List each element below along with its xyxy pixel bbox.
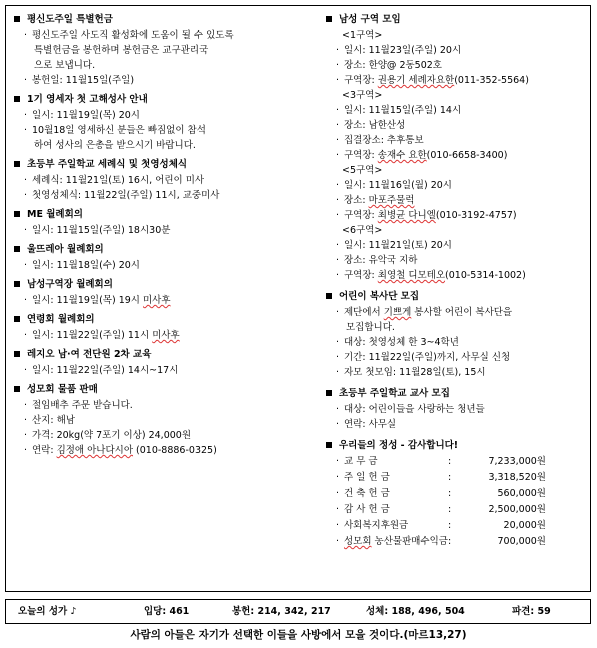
bullet-dot-icon: · xyxy=(24,330,28,341)
info-line: 하여 성사의 은총을 받으시기 바랍니다. xyxy=(34,140,196,151)
bullet-dot-icon: · xyxy=(336,367,340,378)
bullet-dot-icon: · xyxy=(336,210,340,221)
section-title: 어린이 복사단 모집 xyxy=(324,289,586,305)
left-column xyxy=(12,12,302,462)
highlighted-name: 송재수 요한 xyxy=(377,150,427,161)
bullet-dot-icon: · xyxy=(24,445,28,456)
section-title: 성모회 물품 판매 xyxy=(12,382,302,398)
info-line: · 대상: 첫영성체 한 3~4학년 xyxy=(336,337,459,348)
bullet-dot-icon: · xyxy=(336,60,340,71)
section-r1 xyxy=(324,12,586,283)
square-bullet-icon xyxy=(14,16,20,22)
info-line: · 일시: 11월19일(목) 19시 미사후 xyxy=(24,295,171,306)
square-bullet-icon xyxy=(14,96,20,102)
info-line: 특별헌금을 봉헌하며 봉헌금은 교구관리국 xyxy=(34,45,209,56)
info-line: · 일시: 11월18일(수) 20시 xyxy=(24,260,140,271)
bullet-dot-icon: · xyxy=(336,255,340,266)
bullet-dot-icon: · xyxy=(336,419,340,430)
info-line: · 집결장소: 추후통보 xyxy=(336,135,424,146)
info-line: · 구역장: 최영철 디모테오(010-5314-1002) xyxy=(336,270,526,281)
section-title: 초등부 주일학교 교사 모집 xyxy=(324,386,586,402)
section-s9 xyxy=(12,382,302,458)
info-line: 으로 보냅니다. xyxy=(34,60,96,71)
section-r2 xyxy=(324,289,586,380)
bullet-dot-icon: · xyxy=(24,30,28,41)
offering-row: · 감 사 헌 금 : 2,500,000원 xyxy=(336,504,546,515)
info-line: · 일시: 11월16일(월) 20시 xyxy=(336,180,452,191)
section-s3 xyxy=(12,157,302,203)
info-line: · 구역장: 송재수 요한(010-6658-3400) xyxy=(336,150,508,161)
highlighted-name: 최영철 디모테오 xyxy=(377,270,446,281)
square-bullet-icon xyxy=(14,351,20,357)
highlighted-name: 성모회 xyxy=(344,536,372,547)
offering-title: 우리들의 정성 - 감사합니다! xyxy=(339,440,459,451)
bullet-dot-icon: · xyxy=(24,190,28,201)
section-title: 울뜨레아 월례회의 xyxy=(12,242,302,258)
offering-row: · 사회복지후원금 : 20,000원 xyxy=(336,520,546,531)
info-line: · 산지: 해남 xyxy=(24,415,75,426)
highlighted-name: 권용기 세례자요한 xyxy=(377,75,455,86)
section-s6 xyxy=(12,277,302,308)
section-title: 1기 영세자 첫 고해성사 안내 xyxy=(12,92,302,108)
section-s7 xyxy=(12,312,302,343)
info-line: · 구역장: 권용기 세례자요한(011-352-5564) xyxy=(336,75,529,86)
bullet-dot-icon: · xyxy=(336,150,340,161)
bullet-dot-icon: · xyxy=(336,352,340,363)
info-line: 모집합니다. xyxy=(346,322,395,333)
info-line: · 일시: 11월22일(주일) 14시~17시 xyxy=(24,365,179,376)
bullet-dot-icon: · xyxy=(336,120,340,131)
info-line: · 구역장: 최병균 다니엘(010-3192-4757) xyxy=(336,210,517,221)
info-line: · 기간: 11월22일(주일)까지, 사무실 신청 xyxy=(336,352,511,363)
highlighted-name: 미사후 xyxy=(152,330,180,341)
info-line: · 일시: 11월21일(토) 20시 xyxy=(336,240,452,251)
info-line: · 가격: 20kg(약 7포기 이상) 24,000원 xyxy=(24,430,192,441)
bullet-dot-icon: · xyxy=(24,125,28,136)
hymn-label: 오늘의 성가 ♪ xyxy=(18,606,77,617)
section-title xyxy=(324,438,586,454)
info-line: · 봉헌일: 11월15일(주일) xyxy=(24,75,135,86)
info-line: · 일시: 11월23일(주일) 20시 xyxy=(336,45,462,56)
bullet-dot-icon: · xyxy=(24,260,28,271)
section-title: 남성 구역 모임 xyxy=(324,12,586,28)
section-s4 xyxy=(12,207,302,238)
square-bullet-icon xyxy=(326,442,332,448)
bullet-dot-icon: · xyxy=(336,404,340,415)
bullet-dot-icon: · xyxy=(24,430,28,441)
hymn-recessional: 파견: 59 xyxy=(512,606,551,617)
section-s5 xyxy=(12,242,302,273)
bullet-dot-icon: · xyxy=(24,110,28,121)
info-line: · 자모 첫모임: 11월28일(토), 15시 xyxy=(336,367,486,378)
bullet-dot-icon: · xyxy=(24,415,28,426)
hymn-offertory: 봉헌: 214, 342, 217 xyxy=(232,606,331,617)
info-line: · 장소: 남한산성 xyxy=(336,120,406,131)
info-line: · 일시: 11월22일(주일) 11시 미사후 xyxy=(24,330,180,341)
bullet-dot-icon: · xyxy=(24,225,28,236)
info-line: · 일시: 11월19일(목) 20시 xyxy=(24,110,140,121)
hymn-entry: 입당: 461 xyxy=(144,606,190,617)
bullet-dot-icon: · xyxy=(336,180,340,191)
subgroup-heading: <3구역> xyxy=(342,90,383,101)
info-line: · 제단에서 기쁘게 봉사할 어린이 복사단을 xyxy=(336,307,513,318)
right-column xyxy=(324,12,586,556)
subgroup-heading: <1구역> xyxy=(342,30,383,41)
bullet-dot-icon: · xyxy=(336,75,340,86)
info-line: · 일시: 11월15일(주일) 14시 xyxy=(336,105,462,116)
info-line: · 장소: 한양@ 2동502호 xyxy=(336,60,442,71)
offering-section xyxy=(324,438,586,550)
info-line: · 세례식: 11월21일(토) 16시, 어린이 미사 xyxy=(24,175,205,186)
info-line: · 연락: 김정애 아나다시아 (010-8886-0325) xyxy=(24,445,217,456)
section-title: 연령회 월례회의 xyxy=(12,312,302,328)
scripture-quote: 사람의 아들은 자기가 선택한 이들을 사방에서 모을 것이다.(마르13,27) xyxy=(130,629,467,641)
section-r3 xyxy=(324,386,586,432)
square-bullet-icon xyxy=(14,386,20,392)
square-bullet-icon xyxy=(14,211,20,217)
square-bullet-icon xyxy=(326,293,332,299)
section-s8 xyxy=(12,347,302,378)
offering-table xyxy=(336,454,546,550)
info-line: · 대상: 어린이들을 사랑하는 청년들 xyxy=(336,404,485,415)
subgroup-heading: <6구역> xyxy=(342,225,383,236)
square-bullet-icon xyxy=(326,16,332,22)
square-bullet-icon xyxy=(14,316,20,322)
info-line: · 장소: 유악국 지하 xyxy=(336,255,418,266)
section-title: 남성구역장 월례회의 xyxy=(12,277,302,293)
subgroup-heading: <5구역> xyxy=(342,165,383,176)
bullet-dot-icon: · xyxy=(336,270,340,281)
section-title: 레지오 남·여 전단원 2차 교육 xyxy=(12,347,302,363)
bullet-dot-icon: · xyxy=(336,195,340,206)
info-line: · 첫영성체식: 11월22일(주일) 11시, 교중미사 xyxy=(24,190,220,201)
section-title: 평신도주일 특별헌금 xyxy=(12,12,302,28)
section-s2 xyxy=(12,92,302,153)
hymn-bar xyxy=(5,599,591,624)
highlighted-name: 미사후 xyxy=(143,295,171,306)
bullet-dot-icon: · xyxy=(336,135,340,146)
hymn-communion: 성체: 188, 496, 504 xyxy=(366,606,465,617)
square-bullet-icon xyxy=(14,246,20,252)
bullet-dot-icon: · xyxy=(24,365,28,376)
info-line: · 연락: 사무실 xyxy=(336,419,397,430)
info-line: · 장소: 마포주물럭 xyxy=(336,195,415,206)
bulletin-frame xyxy=(5,5,591,592)
section-s1 xyxy=(12,12,302,88)
bullet-dot-icon: · xyxy=(336,307,340,318)
bullet-dot-icon: · xyxy=(336,105,340,116)
bullet-dot-icon: · xyxy=(336,45,340,56)
info-line: · 절임배추 주문 받습니다. xyxy=(24,400,133,411)
highlighted-name: 최병균 다니엘 xyxy=(377,210,436,221)
info-line: · 평신도주일 사도직 활성화에 도움이 될 수 있도록 xyxy=(24,30,234,41)
square-bullet-icon xyxy=(14,281,20,287)
square-bullet-icon xyxy=(326,390,332,396)
section-title: 초등부 주일학교 세례식 및 첫영성체식 xyxy=(12,157,302,173)
bullet-dot-icon: · xyxy=(24,175,28,186)
bullet-dot-icon: · xyxy=(336,337,340,348)
offering-row: · 건 축 헌 금 : 560,000원 xyxy=(336,488,546,499)
highlighted-name: 기쁘게 xyxy=(383,307,412,318)
info-line: · 10월18일 영세하신 분들은 빠짐없이 참석 xyxy=(24,125,206,136)
bullet-dot-icon: · xyxy=(24,75,28,86)
square-bullet-icon xyxy=(14,161,20,167)
bullet-dot-icon: · xyxy=(336,240,340,251)
bullet-dot-icon: · xyxy=(24,400,28,411)
offering-row: · 주 일 헌 금 : 3,318,520원 xyxy=(336,472,546,483)
info-line: · 일시: 11월15일(주일) 18시30분 xyxy=(24,225,171,236)
offering-row: · 성모회 농산물판매수익금 : 700,000원 xyxy=(336,536,546,547)
offering-row: · 교 무 금 : 7,233,000원 xyxy=(336,456,546,467)
highlighted-name: 김정애 아나다시아 xyxy=(56,445,134,456)
section-title: ME 월례회의 xyxy=(12,207,302,223)
bullet-dot-icon: · xyxy=(24,295,28,306)
highlighted-name: 마포주물럭 xyxy=(368,195,415,206)
